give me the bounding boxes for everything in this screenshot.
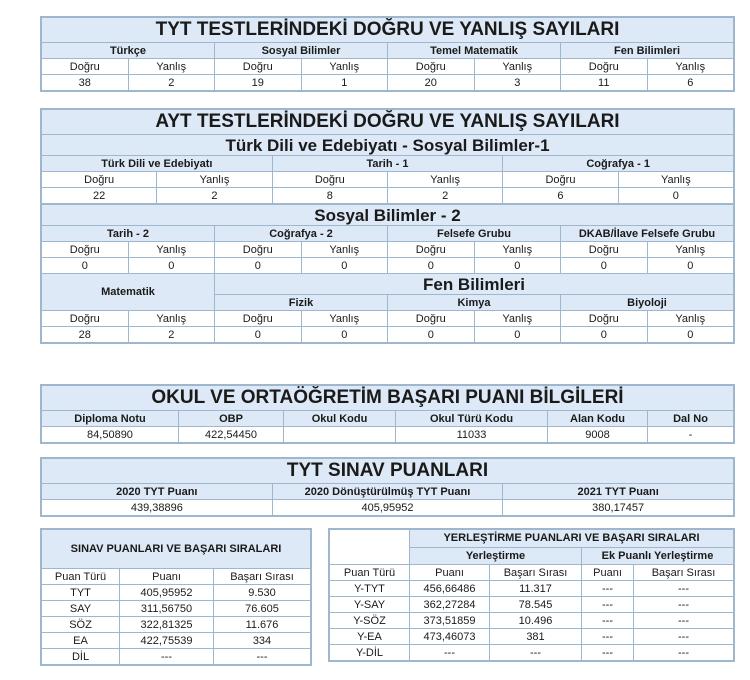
dogru-value: 6 [503, 188, 618, 204]
puan-cell: 362,27284 [410, 597, 490, 613]
puan-turu-cell: Y-DİL [330, 645, 410, 661]
puan-turu-cell: Y-EA [330, 629, 410, 645]
puan-cell: 405,95952 [120, 585, 214, 601]
yanlis-label: Yanlış [474, 59, 561, 75]
sira-cell: 9.530 [214, 585, 311, 601]
tyt-puan-panel [40, 457, 735, 517]
basari-sirasi-header: Başarı Sırası [214, 569, 311, 585]
sira-cell: 381 [490, 629, 582, 645]
okul-turu-kodu-header: Okul Türü Kodu [396, 411, 548, 427]
dogru-value: 20 [388, 75, 475, 91]
ayt-section1-table [41, 109, 734, 204]
ek-puanli-group-header: Ek Puanlı Yerleştirme [582, 547, 734, 565]
okul-kodu-value [284, 427, 396, 443]
dogru-value: 0 [215, 327, 302, 343]
yanlis-value: 6 [647, 75, 734, 91]
okul-turu-kodu-value: 11033 [396, 427, 548, 443]
dogru-value: 38 [42, 75, 129, 91]
tyt-puan-table [41, 458, 734, 516]
puani-header: Puanı [120, 569, 214, 585]
dogru-value: 0 [388, 258, 475, 274]
subject-header: Felsefe Grubu [388, 226, 561, 242]
dogru-value: 28 [42, 327, 129, 343]
basari-sirasi-header: Başarı Sırası [490, 565, 582, 581]
panel-title: OKUL VE ORTAÖĞRETİM BAŞARI PUANI BİLGİLERİ [42, 386, 734, 411]
matematik-header: Matematik [42, 274, 215, 311]
dogru-value: 0 [42, 258, 129, 274]
diploma-notu-value: 84,50890 [42, 427, 179, 443]
section-title: Sosyal Bilimler - 2 [42, 205, 734, 226]
yanlis-label: Yanlış [301, 311, 388, 327]
yanlis-value: 0 [618, 188, 733, 204]
section-title: Türk Dili ve Edebiyatı - Sosyal Bilimler-1 [42, 135, 734, 156]
puan-cell: 422,75539 [120, 633, 214, 649]
obp-value: 422,54450 [179, 427, 284, 443]
dogru-value: 0 [561, 327, 648, 343]
puan-cell: 456,66486 [410, 581, 490, 597]
dogru-label: Doğru [272, 172, 387, 188]
dogru-value: 11 [561, 75, 648, 91]
sira-cell: --- [490, 645, 582, 661]
okul-obp-panel [40, 384, 735, 444]
diploma-notu-header: Diploma Notu [42, 411, 179, 427]
donusturulmus-puan-value: 405,95952 [272, 500, 503, 516]
dogru-label: Doğru [215, 59, 302, 75]
subject-header: Tarih - 2 [42, 226, 215, 242]
puan-cell: --- [120, 649, 214, 665]
ek-puan-cell: --- [582, 597, 634, 613]
donusturulmus-puan-header: 2020 Dönüştürülmüş TYT Puanı [272, 484, 503, 500]
dogru-label: Doğru [42, 242, 129, 258]
dogru-label: Doğru [42, 172, 157, 188]
ayt-section2-table [41, 204, 734, 343]
tyt-results-panel [40, 16, 735, 92]
dogru-label: Doğru [561, 59, 648, 75]
sira-cell: 76.605 [214, 601, 311, 617]
puan-turu-cell: DİL [42, 649, 120, 665]
ayt-results-panel [40, 108, 735, 344]
sira-cell: --- [214, 649, 311, 665]
ek-puani-header: Puanı [582, 565, 634, 581]
subject-header: Fen Bilimleri [561, 43, 734, 59]
dogru-label: Doğru [388, 242, 475, 258]
dogru-value: 0 [388, 327, 475, 343]
blank-corner [330, 530, 410, 565]
dogru-label: Doğru [388, 311, 475, 327]
ek-sira-cell: --- [634, 597, 734, 613]
subject-header: DKAB/İlave Felsefe Grubu [561, 226, 734, 242]
dogru-value: 22 [42, 188, 157, 204]
dogru-label: Doğru [388, 59, 475, 75]
sira-cell: 10.496 [490, 613, 582, 629]
yanlis-value: 2 [128, 75, 215, 91]
yanlis-value: 0 [474, 258, 561, 274]
puan-turu-cell: EA [42, 633, 120, 649]
yanlis-value: 1 [301, 75, 388, 91]
yanlis-label: Yanlış [647, 59, 734, 75]
yanlis-label: Yanlış [474, 242, 561, 258]
puan-cell: 373,51859 [410, 613, 490, 629]
section-title: Fen Bilimleri [215, 274, 734, 295]
okul-kodu-header: Okul Kodu [284, 411, 396, 427]
yanlis-label: Yanlış [128, 242, 215, 258]
puan-turu-cell: Y-TYT [330, 581, 410, 597]
puan-2020-value: 439,38896 [42, 500, 273, 516]
yerlestirme-group-header: Yerleştirme [410, 547, 582, 565]
panel-title: TYT SINAV PUANLARI [42, 459, 734, 484]
puan-turu-cell: SÖZ [42, 617, 120, 633]
yanlis-label: Yanlış [647, 242, 734, 258]
yanlis-value: 2 [128, 327, 215, 343]
yanlis-value: 2 [387, 188, 502, 204]
ek-puan-cell: --- [582, 581, 634, 597]
puan-cell: 311,56750 [120, 601, 214, 617]
yanlis-label: Yanlış [647, 311, 734, 327]
ek-puan-cell: --- [582, 613, 634, 629]
obp-header: OBP [179, 411, 284, 427]
tyt-results-table [41, 17, 734, 91]
puan-2021-value: 380,17457 [503, 500, 734, 516]
subject-header: Sosyal Bilimler [215, 43, 388, 59]
yanlis-label: Yanlış [301, 59, 388, 75]
yerlestirme-panel [328, 528, 735, 662]
puan-turu-header: Puan Türü [330, 565, 410, 581]
ek-sira-cell: --- [634, 613, 734, 629]
puan-turu-cell: SAY [42, 601, 120, 617]
dogru-value: 0 [561, 258, 648, 274]
yanlis-value: 2 [157, 188, 272, 204]
sira-cell: 11.676 [214, 617, 311, 633]
puani-header: Puanı [410, 565, 490, 581]
alan-kodu-value: 9008 [548, 427, 648, 443]
puan-cell: 322,81325 [120, 617, 214, 633]
yanlis-value: 0 [301, 258, 388, 274]
ek-sira-cell: --- [634, 645, 734, 661]
dogru-label: Doğru [561, 242, 648, 258]
yerlestirme-table [329, 529, 734, 661]
yanlis-value: 0 [647, 327, 734, 343]
yanlis-label: Yanlış [157, 172, 272, 188]
ek-puan-cell: --- [582, 629, 634, 645]
puan-cell: 473,46073 [410, 629, 490, 645]
dogru-label: Doğru [215, 311, 302, 327]
panel-title: TYT TESTLERİNDEKİ DOĞRU VE YANLIŞ SAYILARI [42, 18, 734, 43]
dogru-value: 0 [215, 258, 302, 274]
dogru-value: 8 [272, 188, 387, 204]
subject-header: Coğrafya - 2 [215, 226, 388, 242]
ek-sira-cell: --- [634, 581, 734, 597]
subject-header: Türk Dili ve Edebiyatı [42, 156, 273, 172]
puan-turu-cell: TYT [42, 585, 120, 601]
siralar-table [41, 529, 311, 665]
alan-kodu-header: Alan Kodu [548, 411, 648, 427]
subject-header: Tarih - 1 [272, 156, 503, 172]
yanlis-label: Yanlış [387, 172, 502, 188]
puan-turu-cell: Y-SAY [330, 597, 410, 613]
sira-cell: 11.317 [490, 581, 582, 597]
puan-turu-cell: Y-SÖZ [330, 613, 410, 629]
yanlis-label: Yanlış [128, 311, 215, 327]
panel-title: SINAV PUANLARI VE BAŞARI SIRALARI [42, 530, 311, 569]
ek-sira-cell: --- [634, 629, 734, 645]
okul-obp-table [41, 385, 734, 443]
dogru-label: Doğru [561, 311, 648, 327]
ek-puan-cell: --- [582, 645, 634, 661]
panel-title: AYT TESTLERİNDEKİ DOĞRU VE YANLIŞ SAYILARI [42, 110, 734, 135]
dogru-value: 19 [215, 75, 302, 91]
yanlis-label: Yanlış [128, 59, 215, 75]
dal-no-value: - [648, 427, 734, 443]
subject-header: Türkçe [42, 43, 215, 59]
dogru-label: Doğru [42, 311, 129, 327]
yanlis-value: 0 [647, 258, 734, 274]
yanlis-value: 3 [474, 75, 561, 91]
subject-header: Fizik [215, 295, 388, 311]
dogru-label: Doğru [42, 59, 129, 75]
puan-2021-header: 2021 TYT Puanı [503, 484, 734, 500]
subject-header: Coğrafya - 1 [503, 156, 734, 172]
sira-cell: 78.545 [490, 597, 582, 613]
yanlis-label: Yanlış [474, 311, 561, 327]
dogru-label: Doğru [503, 172, 618, 188]
sira-cell: 334 [214, 633, 311, 649]
ek-basari-sirasi-header: Başarı Sırası [634, 565, 734, 581]
yanlis-label: Yanlış [301, 242, 388, 258]
siralar-panel [40, 528, 312, 666]
yanlis-value: 0 [128, 258, 215, 274]
yanlis-value: 0 [474, 327, 561, 343]
dogru-label: Doğru [215, 242, 302, 258]
puan-2020-header: 2020 TYT Puanı [42, 484, 273, 500]
puan-cell: --- [410, 645, 490, 661]
subject-header: Biyoloji [561, 295, 734, 311]
subject-header: Temel Matematik [388, 43, 561, 59]
yanlis-value: 0 [301, 327, 388, 343]
yanlis-label: Yanlış [618, 172, 733, 188]
subject-header: Kimya [388, 295, 561, 311]
puan-turu-header: Puan Türü [42, 569, 120, 585]
dal-no-header: Dal No [648, 411, 734, 427]
panel-title: YERLEŞTİRME PUANLARI VE BAŞARI SIRALARI [410, 530, 734, 548]
